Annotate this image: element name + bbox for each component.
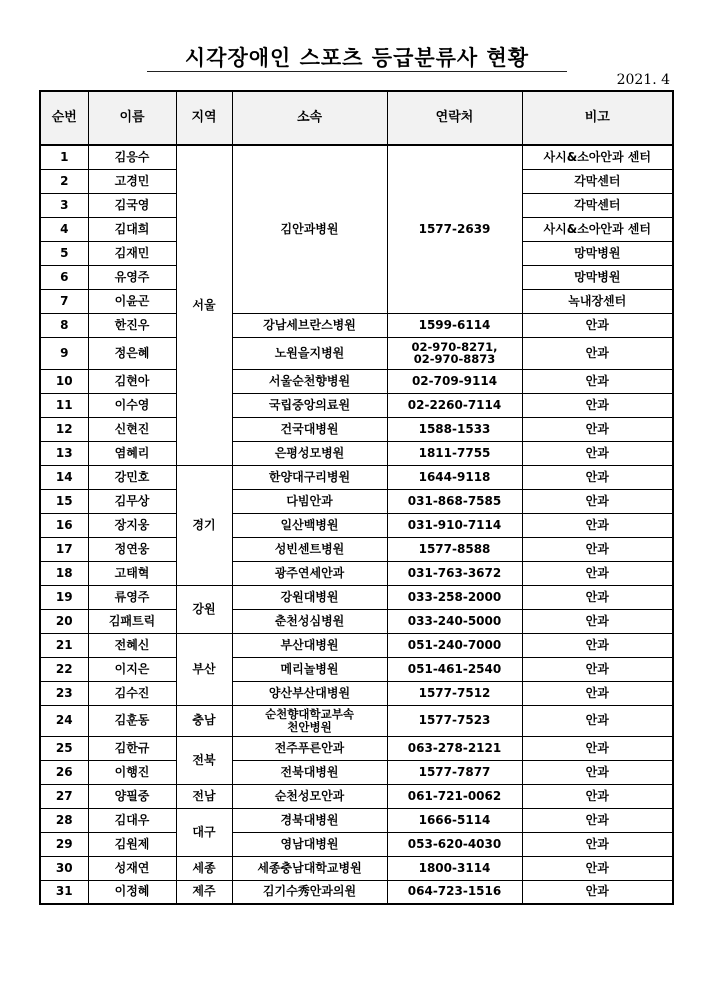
row-number: 11 (40, 393, 88, 417)
header-name: 이름 (88, 91, 176, 145)
table-row (40, 585, 673, 609)
row-affiliation: 메리놀병원 (232, 657, 387, 681)
row-affiliation: 서울순천향병원 (232, 369, 387, 393)
row-note: 안과 (522, 585, 673, 609)
row-name: 김재민 (88, 241, 176, 265)
row-contact: 1644-9118 (387, 465, 522, 489)
row-number: 30 (40, 856, 88, 880)
row-note: 안과 (522, 681, 673, 705)
page-title: 시각장애인 스포츠 등급분류사 현황 (184, 46, 530, 70)
row-note: 녹내장센터 (522, 289, 673, 313)
row-name: 강민호 (88, 465, 176, 489)
row-region: 부산 (176, 633, 232, 705)
row-number: 13 (40, 441, 88, 465)
row-number: 20 (40, 609, 88, 633)
header-affiliation: 소속 (232, 91, 387, 145)
row-note: 안과 (522, 513, 673, 537)
row-name: 염혜리 (88, 441, 176, 465)
row-number: 14 (40, 465, 88, 489)
row-note: 안과 (522, 633, 673, 657)
row-number: 26 (40, 760, 88, 784)
row-contact: 033-240-5000 (387, 609, 522, 633)
row-name: 정은혜 (88, 337, 176, 369)
row-contact: 1666-5114 (387, 808, 522, 832)
row-affiliation: 강원대병원 (232, 585, 387, 609)
row-note: 망막병원 (522, 265, 673, 289)
row-note: 안과 (522, 784, 673, 808)
row-contact: 033-258-2000 (387, 585, 522, 609)
row-note: 안과 (522, 705, 673, 736)
table-row (40, 760, 673, 784)
row-number: 28 (40, 808, 88, 832)
row-contact: 031-763-3672 (387, 561, 522, 585)
row-affiliation: 김안과병원 (232, 145, 387, 313)
row-note: 각막센터 (522, 169, 673, 193)
table-row (40, 705, 673, 736)
classifier-table (39, 90, 674, 905)
row-contact: 1800-3114 (387, 856, 522, 880)
row-number: 19 (40, 585, 88, 609)
row-affiliation: 광주연세안과 (232, 561, 387, 585)
row-affiliation: 한양대구리병원 (232, 465, 387, 489)
row-affiliation: 경북대병원 (232, 808, 387, 832)
row-number: 21 (40, 633, 88, 657)
row-number: 9 (40, 337, 88, 369)
row-contact: 063-278-2121 (387, 736, 522, 760)
row-number: 27 (40, 784, 88, 808)
row-note: 안과 (522, 313, 673, 337)
row-note: 안과 (522, 489, 673, 513)
row-number: 29 (40, 832, 88, 856)
table-header-row (40, 91, 673, 145)
table-row (40, 489, 673, 513)
row-note: 안과 (522, 880, 673, 904)
table-row (40, 441, 673, 465)
table-row (40, 145, 673, 169)
row-number: 8 (40, 313, 88, 337)
row-affiliation: 일산백병원 (232, 513, 387, 537)
row-region: 경기 (176, 465, 232, 585)
row-name: 김응수 (88, 145, 176, 169)
row-contact: 064-723-1516 (387, 880, 522, 904)
row-name: 장지웅 (88, 513, 176, 537)
table-row (40, 784, 673, 808)
row-name: 류영주 (88, 585, 176, 609)
row-name: 김대희 (88, 217, 176, 241)
row-number: 17 (40, 537, 88, 561)
row-note: 안과 (522, 736, 673, 760)
table-row (40, 681, 673, 705)
row-affiliation: 춘천성심병원 (232, 609, 387, 633)
row-number: 1 (40, 145, 88, 169)
row-number: 31 (40, 880, 88, 904)
row-note: 망막병원 (522, 241, 673, 265)
row-note: 안과 (522, 657, 673, 681)
row-region: 충남 (176, 705, 232, 736)
row-affiliation: 강남세브란스병원 (232, 313, 387, 337)
row-name: 성재연 (88, 856, 176, 880)
row-note: 안과 (522, 760, 673, 784)
row-number: 12 (40, 417, 88, 441)
row-number: 15 (40, 489, 88, 513)
row-name: 김한규 (88, 736, 176, 760)
row-contact: 051-461-2540 (387, 657, 522, 681)
header-note: 비고 (522, 91, 673, 145)
row-name: 이수영 (88, 393, 176, 417)
row-note: 안과 (522, 832, 673, 856)
row-affiliation: 다빔안과 (232, 489, 387, 513)
row-region: 전북 (176, 736, 232, 784)
row-note: 각막센터 (522, 193, 673, 217)
row-region: 세종 (176, 856, 232, 880)
row-name: 김패트릭 (88, 609, 176, 633)
row-contact: 02-970-8271, 02-970-8873 (387, 337, 522, 369)
row-name: 김훈동 (88, 705, 176, 736)
row-note: 안과 (522, 441, 673, 465)
row-region: 전남 (176, 784, 232, 808)
row-affiliation: 국립중앙의료원 (232, 393, 387, 417)
row-name: 양필중 (88, 784, 176, 808)
row-note: 안과 (522, 561, 673, 585)
table-row (40, 337, 673, 369)
row-number: 24 (40, 705, 88, 736)
row-name: 김수진 (88, 681, 176, 705)
header-region: 지역 (176, 91, 232, 145)
header-contact: 연락처 (387, 91, 522, 145)
row-name: 이윤곤 (88, 289, 176, 313)
table-row (40, 832, 673, 856)
row-region: 강원 (176, 585, 232, 633)
row-name: 이행진 (88, 760, 176, 784)
header-no: 순번 (40, 91, 88, 145)
row-affiliation: 세종충남대학교병원 (232, 856, 387, 880)
row-contact: 053-620-4030 (387, 832, 522, 856)
row-region: 제주 (176, 880, 232, 904)
row-contact: 1577-7877 (387, 760, 522, 784)
row-contact: 031-910-7114 (387, 513, 522, 537)
row-contact: 1577-7523 (387, 705, 522, 736)
row-affiliation: 노원을지병원 (232, 337, 387, 369)
row-contact: 1577-8588 (387, 537, 522, 561)
document-date: 2021. 4 (616, 72, 670, 88)
table-row (40, 736, 673, 760)
row-affiliation: 건국대병원 (232, 417, 387, 441)
row-name: 김무상 (88, 489, 176, 513)
row-affiliation: 양산부산대병원 (232, 681, 387, 705)
row-note: 안과 (522, 369, 673, 393)
row-note: 안과 (522, 393, 673, 417)
row-name: 이정혜 (88, 880, 176, 904)
row-contact: 061-721-0062 (387, 784, 522, 808)
row-number: 16 (40, 513, 88, 537)
row-number: 18 (40, 561, 88, 585)
table-row (40, 393, 673, 417)
row-number: 3 (40, 193, 88, 217)
row-number: 23 (40, 681, 88, 705)
row-region: 서울 (176, 145, 232, 465)
row-name: 김국영 (88, 193, 176, 217)
row-contact: 1599-6114 (387, 313, 522, 337)
row-contact: 02-2260-7114 (387, 393, 522, 417)
row-name: 고태혁 (88, 561, 176, 585)
table-row (40, 513, 673, 537)
row-note: 사시&소아안과 센터 (522, 217, 673, 241)
table-body (40, 145, 673, 904)
row-contact: 051-240-7000 (387, 633, 522, 657)
row-affiliation: 전북대병원 (232, 760, 387, 784)
table-row (40, 633, 673, 657)
table-row (40, 313, 673, 337)
row-number: 10 (40, 369, 88, 393)
row-name: 김원제 (88, 832, 176, 856)
row-number: 2 (40, 169, 88, 193)
row-contact: 031-868-7585 (387, 489, 522, 513)
row-affiliation: 전주푸른안과 (232, 736, 387, 760)
row-name: 고경민 (88, 169, 176, 193)
table-row (40, 856, 673, 880)
table-row (40, 417, 673, 441)
row-affiliation: 성빈센트병원 (232, 537, 387, 561)
row-affiliation: 영남대병원 (232, 832, 387, 856)
row-note: 사시&소아안과 센터 (522, 145, 673, 169)
row-number: 6 (40, 265, 88, 289)
row-note: 안과 (522, 808, 673, 832)
row-name: 한진우 (88, 313, 176, 337)
row-number: 25 (40, 736, 88, 760)
title-underline (147, 71, 567, 72)
row-note: 안과 (522, 417, 673, 441)
row-note: 안과 (522, 537, 673, 561)
row-note: 안과 (522, 337, 673, 369)
row-contact: 02-709-9114 (387, 369, 522, 393)
row-name: 김대우 (88, 808, 176, 832)
row-name: 유영주 (88, 265, 176, 289)
row-contact: 1811-7755 (387, 441, 522, 465)
row-number: 5 (40, 241, 88, 265)
row-name: 정연웅 (88, 537, 176, 561)
row-contact: 1588-1533 (387, 417, 522, 441)
table-row (40, 369, 673, 393)
table-row (40, 537, 673, 561)
row-affiliation: 은평성모병원 (232, 441, 387, 465)
row-number: 22 (40, 657, 88, 681)
row-name: 이지은 (88, 657, 176, 681)
table-row (40, 880, 673, 904)
row-affiliation: 부산대병원 (232, 633, 387, 657)
row-number: 4 (40, 217, 88, 241)
table-row (40, 657, 673, 681)
row-number: 7 (40, 289, 88, 313)
row-affiliation: 순천성모안과 (232, 784, 387, 808)
row-note: 안과 (522, 465, 673, 489)
row-affiliation: 순천향대학교부속 천안병원 (232, 705, 387, 736)
table-row (40, 609, 673, 633)
table-row (40, 465, 673, 489)
table-row (40, 808, 673, 832)
row-contact: 1577-2639 (387, 145, 522, 313)
row-name: 김현아 (88, 369, 176, 393)
row-name: 신현진 (88, 417, 176, 441)
row-note: 안과 (522, 856, 673, 880)
row-contact: 1577-7512 (387, 681, 522, 705)
row-affiliation: 김기수秀안과의원 (232, 880, 387, 904)
row-note: 안과 (522, 609, 673, 633)
row-region: 대구 (176, 808, 232, 856)
table-row (40, 561, 673, 585)
row-name: 전혜신 (88, 633, 176, 657)
